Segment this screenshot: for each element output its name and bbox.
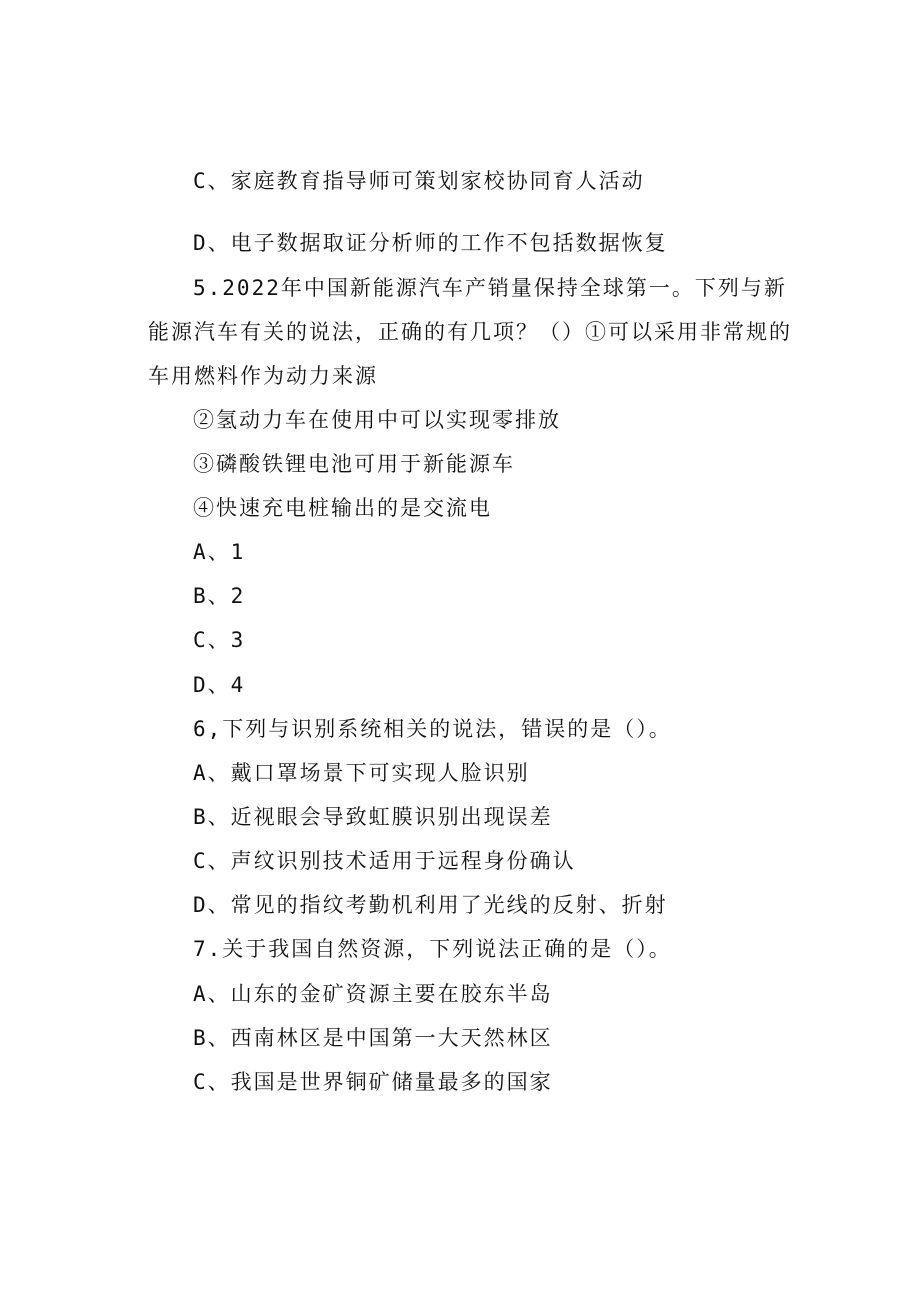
option-c-q6: C、声纹识别技术适用于远程身份确认 (193, 849, 576, 873)
question-5-statement-4: ④快速充电桩输出的是交流电 (193, 496, 492, 520)
option-d-q4: D、电子数据取证分析师的工作不包括数据恢复 (193, 231, 668, 255)
option-a-q6: A、戴口罩场景下可实现人脸识别 (193, 761, 530, 785)
question-5-line-2: 能源汽车有关的说法，正确的有几项？（）①可以采用非常规的 (148, 320, 792, 344)
option-d-q5: D、4 (193, 673, 246, 697)
question-5-line-1: 5.2022年中国新能源汽车产销量保持全球第一。下列与新 (193, 276, 787, 300)
option-c-q4: C、家庭教育指导师可策划家校协同育人活动 (193, 169, 645, 193)
option-b-q7: B、西南林区是中国第一大天然林区 (193, 1026, 553, 1050)
option-a-q7: A、山东的金矿资源主要在胶东半岛 (193, 982, 553, 1006)
option-d-q6: D、常见的指纹考勤机利用了光线的反射、折射 (193, 893, 668, 917)
question-5-statement-2: ②氢动力车在使用中可以实现零排放 (193, 408, 561, 432)
option-c-q5: C、3 (193, 628, 246, 652)
question-7: 7.关于我国自然资源，下列说法正确的是（）。 (193, 937, 672, 961)
question-6: 6,下列与识别系统相关的说法，错误的是（）。 (193, 717, 672, 741)
option-b-q6: B、近视眼会导致虹膜识别出现误差 (193, 805, 553, 829)
option-a-q5: A、1 (193, 540, 246, 564)
option-b-q5: B、2 (193, 584, 246, 608)
question-5-statement-3: ③磷酸铁锂电池可用于新能源车 (193, 452, 515, 476)
question-5-line-3: 车用燃料作为动力来源 (148, 364, 378, 388)
option-c-q7: C、我国是世界铜矿储量最多的国家 (193, 1070, 553, 1094)
